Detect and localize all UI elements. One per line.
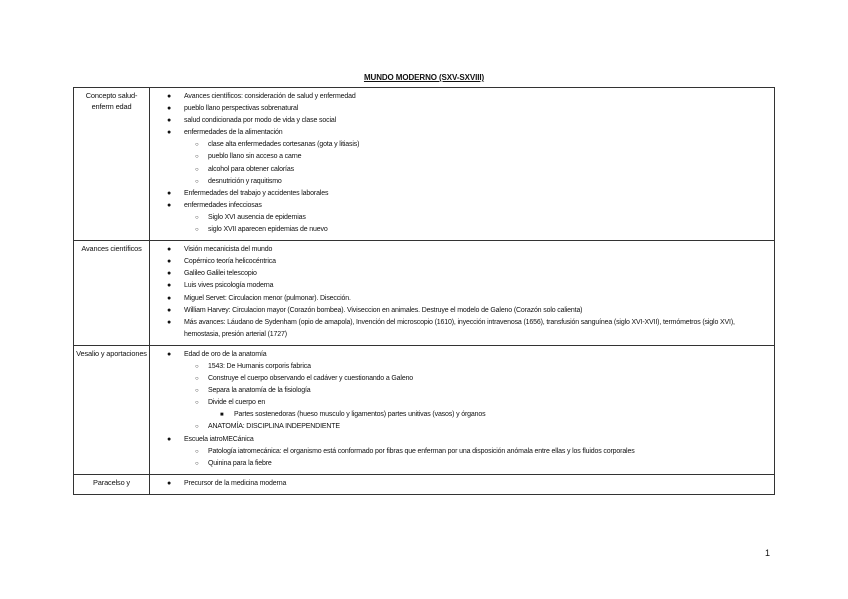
bullet-icon: ● (167, 270, 172, 278)
list-item (150, 305, 770, 317)
bullet-icon: ● (167, 318, 172, 326)
list-item (150, 478, 770, 490)
bullet-icon: ● (167, 350, 172, 358)
list-item (150, 361, 770, 373)
bullet-icon: ○ (195, 400, 199, 407)
document-title: MUNDO MODERNO (SXV-SXVIII) (363, 73, 485, 82)
list-item (150, 212, 770, 224)
list-item-text: siglo XVII aparecen epidemias de nuevo (208, 226, 328, 234)
list-item-text: salud condicionada por modo de vida y clase social (184, 117, 337, 125)
bullet-icon: ○ (195, 363, 199, 370)
list-item (150, 409, 770, 421)
content-table (73, 87, 775, 495)
bullet-icon: ○ (195, 142, 199, 149)
list-item-text: clase alta enfermedades cortesanas (gota y litiasis) (208, 141, 360, 149)
bullet-icon: ● (167, 435, 172, 443)
list-item (150, 91, 770, 103)
list-item-text: Copérnico teoría helicocéntrica (184, 258, 276, 266)
row-content (150, 88, 775, 241)
bullet-icon: ○ (195, 424, 199, 431)
bullet-icon: ● (167, 306, 172, 314)
list-item-text: enfermedades infecciosas (184, 201, 262, 209)
list-item (150, 256, 770, 268)
bullet-icon: ○ (195, 376, 199, 383)
bullet-icon: ○ (195, 227, 199, 234)
list-item-text: desnutrición y raquitismo (208, 177, 282, 185)
list-item-text: Construye el cuerpo observando el cadáver y cuestionando a Galeno (208, 375, 414, 383)
bullet-icon: ● (167, 201, 172, 209)
row-content (150, 345, 775, 474)
list-item-text: ANATOMÍA: DISCIPLINA INDEPENDIENTE (208, 423, 340, 431)
list-item (150, 434, 770, 446)
list-item (150, 115, 770, 127)
list-item-text: Divide el cuerpo en (208, 399, 266, 407)
row-header: Concepto salud-enferm edad (74, 88, 150, 241)
list-item (150, 268, 770, 280)
bullet-icon: ● (167, 282, 172, 290)
bullet-icon: ○ (195, 178, 199, 185)
bullet-icon: ■ (220, 412, 224, 419)
row-header: Avances científicos (74, 241, 150, 346)
list-item-text: Separa la anatomía de la fisiología (208, 387, 311, 395)
list-item (150, 188, 770, 200)
list-item (150, 139, 770, 151)
bullet-icon: ● (167, 479, 172, 487)
row-header: Vesalio y aportaciones (74, 345, 150, 474)
bullet-icon: ○ (195, 154, 199, 161)
bullet-list (150, 478, 770, 490)
list-item-text: Partes sostenedoras (hueso musculo y ligamentos) partes unitivas (vasos) y órganos (234, 411, 486, 419)
bullet-icon: ● (167, 246, 172, 254)
list-item-text: Enfermedades del trabajo y accidentes laborales (184, 189, 329, 197)
list-item (150, 373, 770, 385)
list-item-text: Galileo Galilei telescopio (184, 270, 257, 278)
list-item (150, 385, 770, 397)
list-item (150, 176, 770, 188)
list-item-text: William Harvey: Circulacion mayor (Corazón bombea). Viviseccion en animales. Destruye el modelo de Galeno (Corazón solo calienta) (184, 306, 583, 314)
bullet-icon: ● (167, 294, 172, 302)
bullet-list (150, 91, 770, 236)
list-item (150, 421, 770, 433)
bullet-list (150, 349, 770, 470)
list-item-text: Visión mecanicista del mundo (184, 246, 273, 254)
list-item-text: Más avances: Láudano de Sydenham (opio de amapola), Invención del microscopio (1610), inyección intravenosa (1656), transfusión sanguínea (siglo XVI-XVII), termómetros (siglo XVI), hemostasia, presión arterial (1727) (184, 318, 735, 338)
list-item (150, 317, 770, 341)
list-item (150, 349, 770, 361)
bullet-icon: ● (167, 93, 172, 100)
list-item (150, 280, 770, 292)
list-item-text: pueblo llano sin acceso a carne (208, 153, 302, 161)
bullet-icon: ● (167, 189, 172, 197)
list-item-text: Quinina para la fiebre (208, 459, 272, 467)
row-header: Paracelso y (74, 474, 150, 494)
bullet-list (150, 244, 770, 341)
list-item-text: Luis vives psicología moderna (184, 282, 274, 290)
list-item (150, 200, 770, 212)
list-item-text: pueblo llano perspectivas sobrenatural (184, 105, 299, 113)
bullet-icon: ○ (195, 460, 199, 467)
bullet-icon: ● (167, 105, 172, 113)
row-content (150, 474, 775, 494)
list-item (150, 446, 770, 458)
list-item-text: enfermedades de la alimentación (184, 129, 283, 137)
table-row (74, 474, 775, 494)
list-item-text: Miguel Servet: Circulacion menor (pulmonar). Disección. (184, 294, 351, 302)
row-content (150, 241, 775, 346)
list-item (150, 164, 770, 176)
bullet-icon: ○ (195, 166, 199, 173)
bullet-icon: ○ (195, 448, 199, 455)
table-row (74, 88, 775, 241)
bullet-icon: ● (167, 129, 172, 137)
bullet-icon: ● (167, 258, 172, 266)
list-item-text: Precursor de la medicina moderna (184, 479, 287, 487)
list-item-text: Avances científicos: consideración de salud y enfermedad (184, 93, 356, 100)
list-item (150, 224, 770, 236)
bullet-icon: ○ (195, 214, 199, 221)
list-item-text: alcohol para obtener calorías (208, 165, 294, 173)
list-item (150, 127, 770, 139)
list-item-text: 1543: De Humanis corporis fabrica (208, 362, 311, 370)
bullet-icon: ○ (195, 388, 199, 395)
list-item-text: Escuela iatroMECánica (184, 435, 254, 443)
list-item (150, 244, 770, 256)
bullet-icon: ● (167, 117, 172, 125)
list-item (150, 293, 770, 305)
list-item (150, 397, 770, 409)
list-item (150, 458, 770, 470)
table-row (74, 345, 775, 474)
list-item (150, 151, 770, 163)
list-item-text: Edad de oro de la anatomía (184, 350, 267, 358)
table-row (74, 241, 775, 346)
list-item-text: Siglo XVI ausencia de epidemias (208, 213, 306, 221)
list-item (150, 103, 770, 115)
list-item-text: Patología iatromecánica: el organismo está conformado por fibras que enferman por una disposición anómala entre ellas y los fluidos corporales (208, 447, 635, 455)
page-number: 1 (765, 548, 771, 558)
